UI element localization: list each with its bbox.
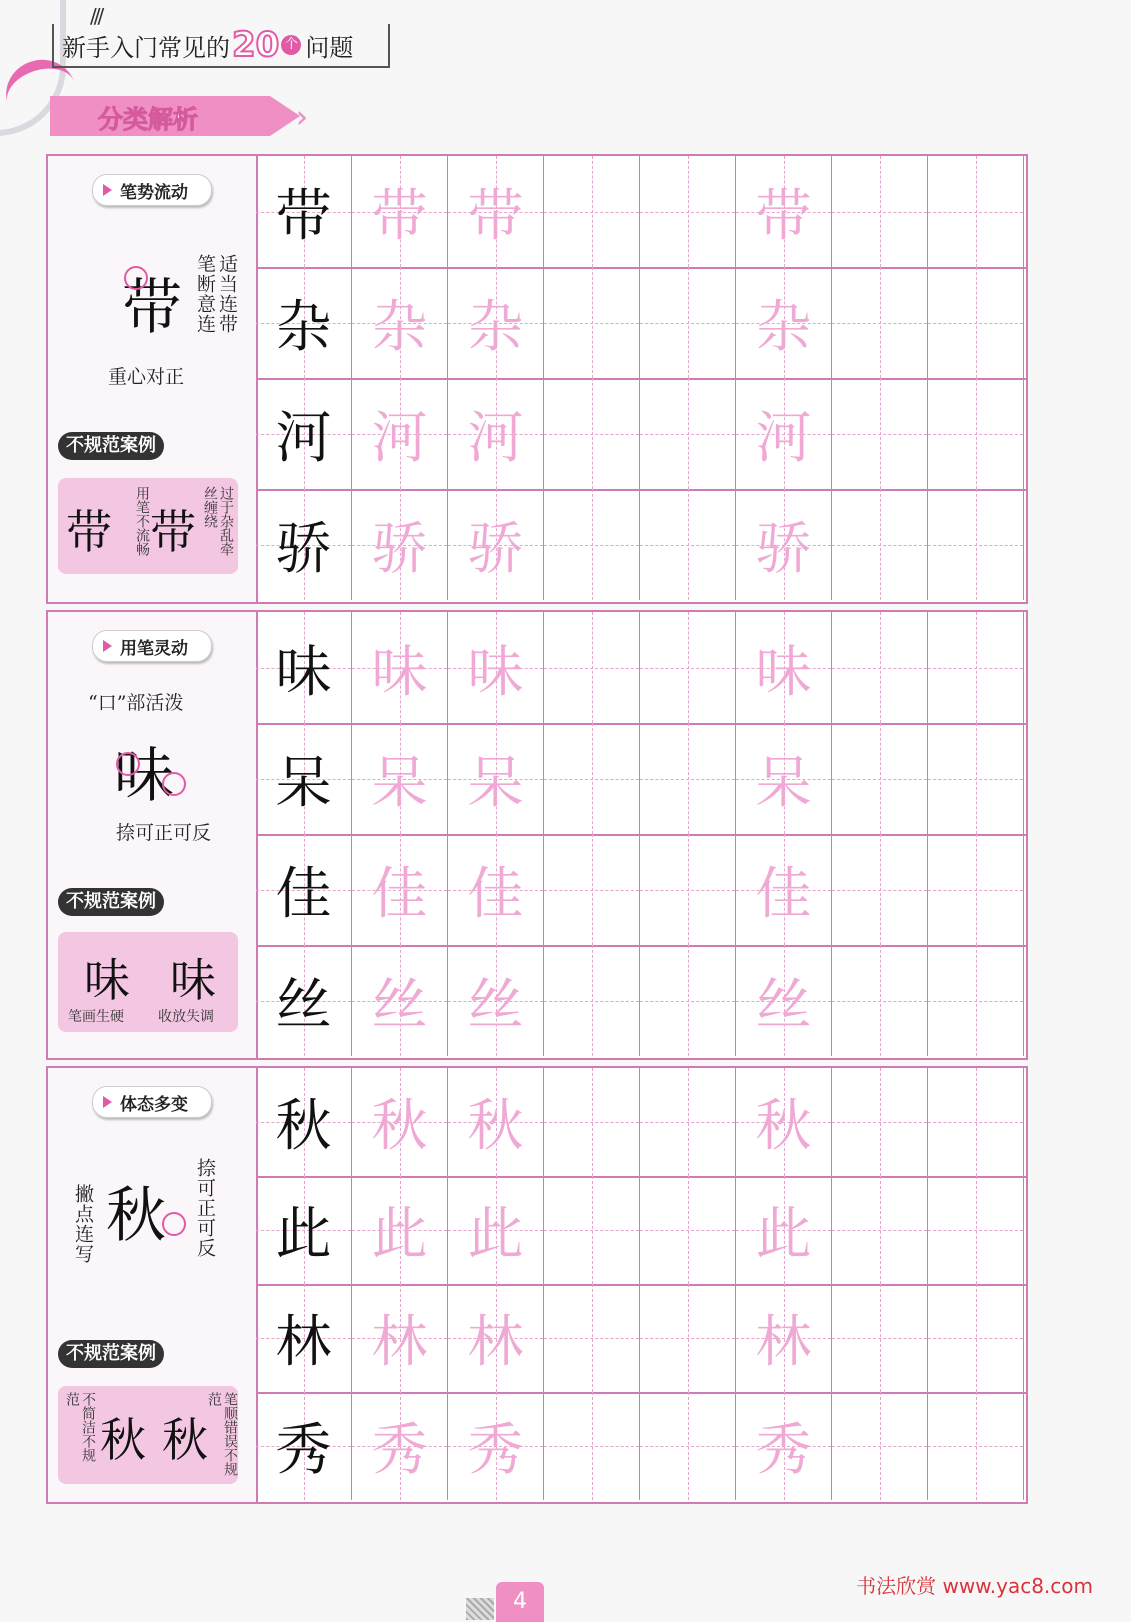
practice-row (256, 945, 1026, 1056)
practice-cell[interactable] (928, 1284, 1024, 1392)
practice-row (256, 267, 1026, 380)
practice-cell[interactable] (256, 1284, 352, 1392)
model-character: 味 (275, 639, 332, 705)
practice-cell[interactable] (640, 1392, 736, 1500)
trace-character: 骄 (371, 516, 428, 582)
trace-character: 秋 (755, 1094, 812, 1159)
trace-character: 杂 (467, 294, 524, 360)
practice-cell[interactable] (928, 834, 1024, 945)
model-character: 骄 (275, 516, 332, 582)
practice-section-3 (46, 1066, 1028, 1504)
trace-character: 带 (755, 183, 812, 249)
practice-grid (256, 1068, 1026, 1502)
trace-character: 秋 (371, 1094, 428, 1159)
practice-cell[interactable] (928, 378, 1024, 489)
model-character: 带 (275, 183, 332, 249)
bad-example-title: 不规范案例 (58, 1340, 164, 1368)
watermark-site: 书法欣赏 www.yac8.com (856, 1574, 1093, 1598)
practice-cell[interactable] (736, 1176, 832, 1284)
practice-section-2 (46, 610, 1028, 1060)
play-icon (103, 640, 112, 652)
trace-character: 林 (755, 1310, 812, 1375)
demo-note-bottom: 重心对正 (108, 366, 185, 388)
bad-example-note-2: 笔顺错误不规范 (206, 1392, 238, 1476)
practice-cell[interactable] (640, 156, 736, 267)
practice-cell[interactable] (448, 267, 544, 378)
practice-cell[interactable] (544, 267, 640, 378)
decorative-stripes (466, 1598, 494, 1620)
practice-cell[interactable] (832, 156, 928, 267)
demo-note-right: 捺可正可反 (194, 1158, 216, 1258)
practice-cell[interactable] (640, 612, 736, 723)
practice-cell[interactable] (928, 1392, 1024, 1500)
practice-cell[interactable] (832, 1068, 928, 1176)
trace-character: 杂 (371, 294, 428, 360)
practice-cell[interactable] (544, 378, 640, 489)
practice-cell[interactable] (256, 612, 352, 723)
practice-cell[interactable] (544, 1176, 640, 1284)
practice-cell[interactable] (640, 834, 736, 945)
practice-cell[interactable] (256, 156, 352, 267)
practice-cell[interactable] (352, 489, 448, 600)
practice-cell[interactable] (832, 267, 928, 378)
practice-cell[interactable] (832, 945, 928, 1056)
practice-cell[interactable] (736, 945, 832, 1056)
practice-cell[interactable] (352, 156, 448, 267)
practice-cell[interactable] (352, 1068, 448, 1176)
trace-character: 林 (371, 1310, 428, 1375)
practice-cell[interactable] (448, 834, 544, 945)
highlight-circle (124, 266, 148, 290)
practice-cell[interactable] (640, 267, 736, 378)
bad-example-char-2: 带 (150, 505, 196, 559)
tip-label: 体态多变 (120, 1094, 188, 1115)
trace-character: 佳 (371, 861, 428, 927)
trace-character: 此 (371, 1202, 428, 1267)
trace-character: 河 (371, 405, 428, 471)
practice-cell[interactable] (736, 267, 832, 378)
model-character: 林 (275, 1310, 332, 1375)
practice-cell[interactable] (928, 723, 1024, 834)
tip-pill (92, 174, 212, 206)
practice-cell[interactable] (736, 612, 832, 723)
model-character: 呆 (275, 750, 332, 816)
practice-cell[interactable] (448, 378, 544, 489)
practice-row (256, 1392, 1026, 1500)
practice-cell[interactable] (640, 945, 736, 1056)
practice-row (256, 378, 1026, 491)
practice-cell[interactable] (832, 723, 928, 834)
practice-row (256, 612, 1026, 725)
page-title (52, 24, 390, 68)
highlight-circle (116, 752, 140, 776)
tip-label: 用笔灵动 (120, 638, 188, 659)
trace-character: 河 (467, 405, 524, 471)
decorative-slashes: /// (90, 4, 102, 28)
practice-cell[interactable] (352, 945, 448, 1056)
practice-cell[interactable] (352, 267, 448, 378)
bad-example-char-1: 味 (84, 953, 130, 1007)
practice-cell[interactable] (832, 378, 928, 489)
practice-cell[interactable] (640, 1176, 736, 1284)
trace-character: 丝 (467, 972, 524, 1038)
demo-character: 秋 (106, 1181, 166, 1251)
trace-character: 丝 (371, 972, 428, 1038)
page-number: 4 (496, 1582, 544, 1622)
practice-row (256, 1068, 1026, 1178)
trace-character: 河 (755, 405, 812, 471)
demo-character: 带 (122, 273, 182, 343)
trace-character: 此 (467, 1202, 524, 1267)
bad-example-title: 不规范案例 (58, 888, 164, 916)
bad-example-note-2: 过于杂乱牵丝缠绕 (202, 486, 234, 556)
practice-cell[interactable] (736, 378, 832, 489)
practice-cell[interactable] (736, 834, 832, 945)
practice-cell[interactable] (544, 156, 640, 267)
practice-cell[interactable] (832, 1392, 928, 1500)
model-character: 河 (275, 405, 332, 471)
practice-cell[interactable] (448, 156, 544, 267)
practice-cell[interactable] (544, 1068, 640, 1176)
trace-character: 味 (467, 639, 524, 705)
practice-cell[interactable] (544, 1284, 640, 1392)
practice-row (256, 1284, 1026, 1394)
practice-cell[interactable] (352, 612, 448, 723)
trace-character: 味 (371, 639, 428, 705)
practice-cell[interactable] (352, 1176, 448, 1284)
practice-cell[interactable] (544, 945, 640, 1056)
practice-cell[interactable] (736, 156, 832, 267)
bad-example-box (58, 1386, 238, 1484)
tip-panel (48, 156, 258, 602)
trace-character: 秋 (467, 1094, 524, 1159)
practice-cell[interactable] (544, 1392, 640, 1500)
practice-cell[interactable] (256, 723, 352, 834)
trace-character: 骄 (755, 516, 812, 582)
practice-cell[interactable] (448, 1068, 544, 1176)
practice-cell[interactable] (736, 1284, 832, 1392)
practice-cell[interactable] (640, 723, 736, 834)
trace-character: 秀 (371, 1418, 428, 1483)
practice-cell[interactable] (928, 612, 1024, 723)
bad-example-title: 不规范案例 (58, 432, 164, 460)
tip-pill (92, 630, 212, 662)
model-character: 秀 (275, 1418, 332, 1483)
practice-cell[interactable] (928, 267, 1024, 378)
practice-cell[interactable] (832, 1284, 928, 1392)
practice-cell[interactable] (448, 1284, 544, 1392)
practice-cell[interactable] (352, 1392, 448, 1500)
practice-cell[interactable] (448, 612, 544, 723)
bad-example-char-2: 味 (170, 953, 216, 1007)
practice-cell[interactable] (448, 489, 544, 600)
practice-cell[interactable] (928, 945, 1024, 1056)
practice-cell[interactable] (352, 834, 448, 945)
trace-character: 呆 (371, 750, 428, 816)
practice-cell[interactable] (832, 612, 928, 723)
demo-note-right-2: 适当连带 (216, 254, 238, 334)
practice-cell[interactable] (928, 489, 1024, 600)
section-label (50, 96, 300, 136)
demo-note-top: “口”部活泼 (88, 692, 184, 714)
trace-character: 味 (755, 639, 812, 705)
practice-row (256, 156, 1026, 269)
practice-cell[interactable] (544, 723, 640, 834)
demo-character: 味 (114, 741, 174, 811)
practice-cell[interactable] (448, 723, 544, 834)
practice-cell[interactable] (256, 1392, 352, 1500)
practice-row (256, 834, 1026, 947)
play-icon (103, 184, 112, 196)
bad-example-char-2: 秋 (162, 1413, 208, 1467)
practice-cell[interactable] (352, 723, 448, 834)
tip-panel (48, 612, 258, 1058)
demo-note-left: 撇点连写 (72, 1184, 94, 1264)
model-character: 此 (275, 1202, 332, 1267)
demo-note-bottom: 捺可正可反 (116, 822, 212, 844)
practice-grid (256, 612, 1026, 1058)
practice-row (256, 723, 1026, 836)
trace-character: 林 (467, 1310, 524, 1375)
practice-cell[interactable] (544, 834, 640, 945)
trace-character: 杂 (755, 294, 812, 360)
tip-pill (92, 1086, 212, 1118)
bad-example-box (58, 478, 238, 574)
practice-cell[interactable] (832, 1176, 928, 1284)
practice-cell[interactable] (256, 267, 352, 378)
trace-character: 佳 (755, 861, 812, 927)
trace-character: 骄 (467, 516, 524, 582)
practice-row (256, 1176, 1026, 1286)
practice-cell[interactable] (256, 378, 352, 489)
trace-character: 带 (467, 183, 524, 249)
trace-character: 此 (755, 1202, 812, 1267)
practice-cell[interactable] (448, 945, 544, 1056)
bad-example-box (58, 932, 238, 1032)
practice-cell[interactable] (640, 489, 736, 600)
title-prefix: 新手入门常见的 (62, 33, 230, 62)
practice-cell[interactable] (352, 1284, 448, 1392)
practice-cell[interactable] (832, 489, 928, 600)
trace-character: 呆 (755, 750, 812, 816)
practice-cell[interactable] (256, 834, 352, 945)
play-icon (103, 1096, 112, 1108)
bad-example-char-1: 秋 (100, 1413, 146, 1467)
practice-cell[interactable] (736, 723, 832, 834)
bad-example-note-1: 笔画生硬 (68, 1009, 124, 1025)
title-unit: 个 (281, 35, 301, 55)
practice-row (256, 489, 1026, 600)
trace-character: 带 (371, 183, 428, 249)
bad-example-note-1: 不简洁不规范 (64, 1392, 96, 1462)
practice-cell[interactable] (736, 1392, 832, 1500)
practice-cell[interactable] (544, 612, 640, 723)
practice-cell[interactable] (640, 1068, 736, 1176)
practice-cell[interactable] (448, 1176, 544, 1284)
demo-note-right: 笔断意连 (194, 254, 216, 334)
bad-example-note-1: 用笔不流畅 (134, 486, 150, 556)
practice-cell[interactable] (736, 1068, 832, 1176)
practice-cell[interactable] (832, 834, 928, 945)
practice-cell[interactable] (928, 156, 1024, 267)
practice-cell[interactable] (640, 378, 736, 489)
highlight-circle (162, 772, 186, 796)
practice-cell[interactable] (928, 1068, 1024, 1176)
title-suffix: 问题 (305, 33, 354, 62)
model-character: 秋 (275, 1094, 332, 1159)
tip-panel (48, 1068, 258, 1502)
trace-character: 呆 (467, 750, 524, 816)
trace-character: 秀 (755, 1418, 812, 1483)
practice-cell[interactable] (640, 1284, 736, 1392)
model-character: 杂 (275, 294, 332, 360)
practice-grid (256, 156, 1026, 602)
trace-character: 丝 (755, 972, 812, 1038)
model-character: 佳 (275, 861, 332, 927)
title-number: 20 (232, 25, 280, 65)
practice-cell[interactable] (736, 489, 832, 600)
practice-cell[interactable] (352, 378, 448, 489)
practice-cell[interactable] (256, 1068, 352, 1176)
section-label-text: 分类解析 (98, 105, 199, 134)
highlight-circle (162, 1212, 186, 1236)
practice-cell[interactable] (256, 1176, 352, 1284)
trace-character: 秀 (467, 1418, 524, 1483)
practice-cell[interactable] (448, 1392, 544, 1500)
tip-label: 笔势流动 (120, 182, 188, 203)
practice-cell[interactable] (256, 945, 352, 1056)
practice-cell[interactable] (256, 489, 352, 600)
practice-cell[interactable] (544, 489, 640, 600)
model-character: 丝 (275, 972, 332, 1038)
bad-example-char-1: 带 (66, 505, 112, 559)
bad-example-note-2: 收放失调 (158, 1009, 214, 1025)
practice-cell[interactable] (928, 1176, 1024, 1284)
practice-section-1 (46, 154, 1028, 604)
trace-character: 佳 (467, 861, 524, 927)
